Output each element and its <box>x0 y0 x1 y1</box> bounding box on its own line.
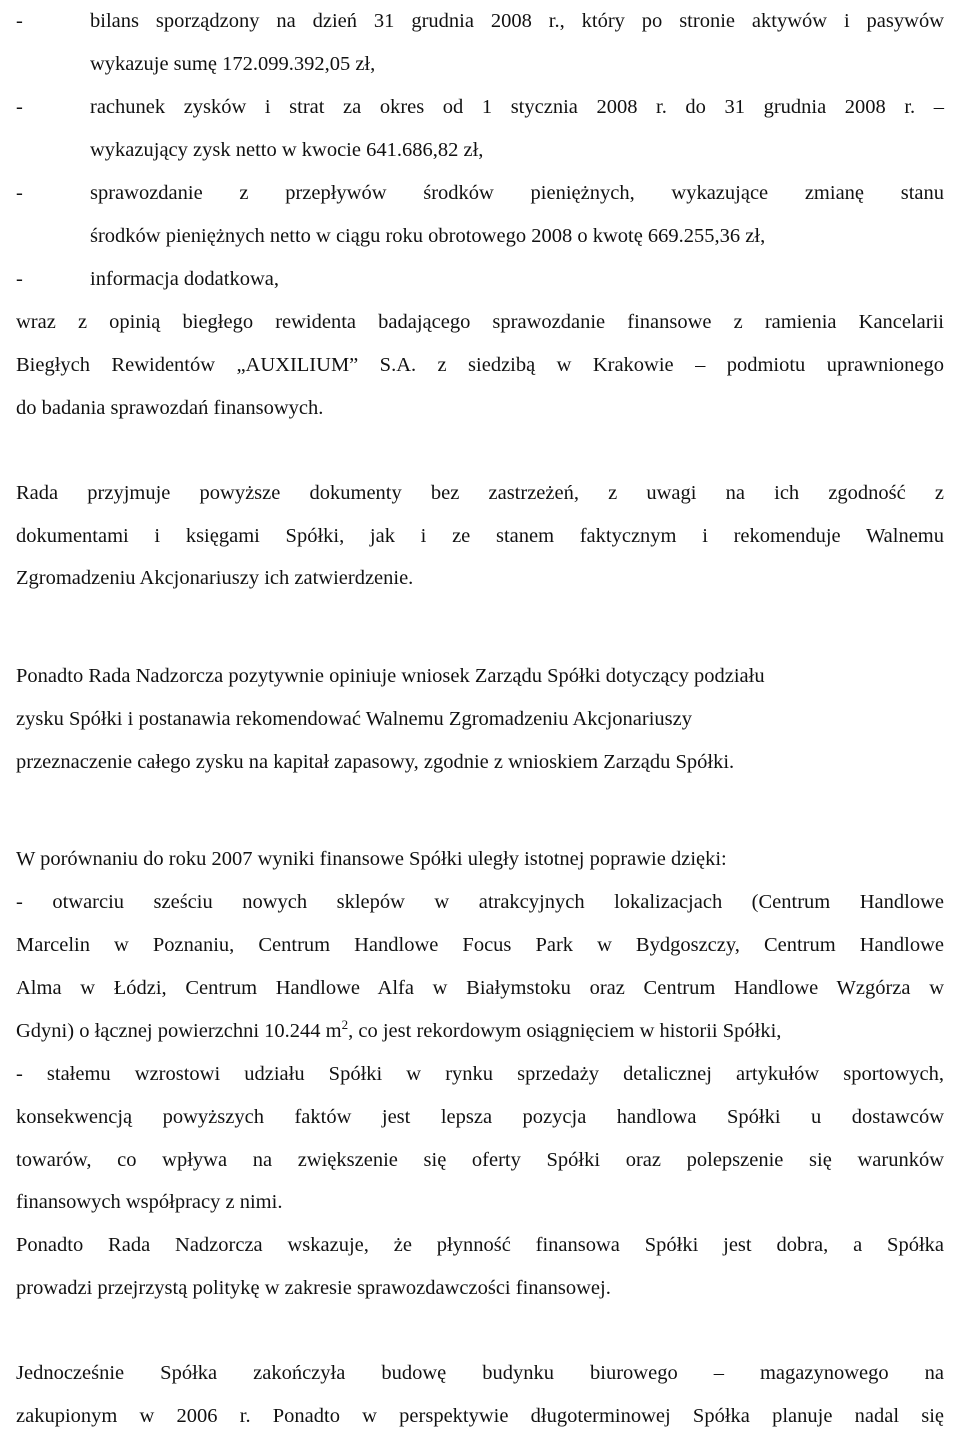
list-item-line: rachunek zysków i strat za okres od 1 stycznia 2008 r. do 31 grudnia 2008 r. – <box>90 96 944 118</box>
paragraph-line: Alma w Łódzi, Centrum Handlowe Alfa w Białymstoku oraz Centrum Handlowe Wzgórza w <box>16 977 944 999</box>
paragraph-line: finansowych współpracy z nimi. <box>16 1191 283 1213</box>
paragraph-line: Biegłych Rewidentów „AUXILIUM” S.A. z siedzibą w Krakowie – podmiotu uprawnionego <box>16 354 944 376</box>
paragraph-line: Jednocześnie Spółka zakończyła budowę budynku biurowego – magazynowego na <box>16 1362 944 1384</box>
paragraph-line: do badania sprawozdań finansowych. <box>16 397 324 419</box>
list-item-line: bilans sporządzony na dzień 31 grudnia 2008 r., który po stronie aktywów i pasywów <box>90 10 944 32</box>
paragraph-line: - stałemu wzrostowi udziału Spółki w rynku sprzedaży detalicznej artykułów sportowych, <box>16 1063 944 1085</box>
paragraph-line: Zgromadzeniu Akcjonariuszy ich zatwierdzenie. <box>16 567 414 589</box>
paragraph-line: prowadzi przejrzystą politykę w zakresie sprawozdawczości finansowej. <box>16 1277 611 1299</box>
list-item-line: wykazujący zysk netto w kwocie 641.686,82 zł, <box>90 139 484 161</box>
paragraph-line: Rada przyjmuje powyższe dokumenty bez zastrzeżeń, z uwagi na ich zgodność z <box>16 482 944 504</box>
list-item-line: wykazuje sumę 172.099.392,05 zł, <box>90 53 376 75</box>
area-unit-superscript: 2 <box>341 1017 349 1033</box>
paragraph-line: zysku Spółki i postanawia rekomendować Walnemu Zgromadzeniu Akcjonariuszy <box>16 708 693 730</box>
paragraph-line: zakupionym w 2006 r. Ponadto w perspektywie długoterminowej Spółka planuje nadal się <box>16 1405 944 1427</box>
paragraph-line: Ponadto Rada Nadzorcza wskazuje, że płynność finansowa Spółki jest dobra, a Spółka <box>16 1234 944 1256</box>
list-item-line: informacja dodatkowa, <box>90 268 279 290</box>
list-dash: - <box>16 268 23 290</box>
area-line-text-after: , co jest rekordowym osiągnięciem w historii Spółki, <box>348 1020 782 1042</box>
area-line-text: Gdyni) o łącznej powierzchni 10.244 m <box>16 1020 342 1042</box>
paragraph-line: konsekwencją powyższych faktów jest lepsza pozycja handlowa Spółki u dostawców <box>16 1106 944 1128</box>
paragraph-line: wraz z opinią biegłego rewidenta badającego sprawozdanie finansowe z ramienia Kancelarii <box>16 311 944 333</box>
paragraph-line: - otwarciu sześciu nowych sklepów w atrakcyjnych lokalizacjach (Centrum Handlowe <box>16 891 944 913</box>
list-item-line: środków pieniężnych netto w ciągu roku obrotowego 2008 o kwotę 669.255,36 zł, <box>90 225 766 247</box>
list-dash: - <box>16 96 23 118</box>
paragraph-line: Ponadto Rada Nadzorcza pozytywnie opiniuje wniosek Zarządu Spółki dotyczący podziału <box>16 665 765 687</box>
paragraph-line: przeznaczenie całego zysku na kapitał zapasowy, zgodnie z wnioskiem Zarządu Spółki. <box>16 751 735 773</box>
paragraph-line: towarów, co wpływa na zwiększenie się oferty Spółki oraz polepszenie się warunków <box>16 1149 944 1171</box>
list-dash: - <box>16 182 23 204</box>
list-item-line: sprawozdanie z przepływów środków pieniężnych, wykazujące zmianę stanu <box>90 182 944 204</box>
list-dash: - <box>16 10 23 32</box>
paragraph-line: Marcelin w Poznaniu, Centrum Handlowe Focus Park w Bydgoszczy, Centrum Handlowe <box>16 934 944 956</box>
area-line <box>16 1019 944 1043</box>
paragraph-line: dokumentami i księgami Spółki, jak i ze stanem faktycznym i rekomenduje Walnemu <box>16 525 944 547</box>
paragraph-line: W porównaniu do roku 2007 wyniki finansowe Spółki uległy istotnej poprawie dzięki: <box>16 848 727 870</box>
